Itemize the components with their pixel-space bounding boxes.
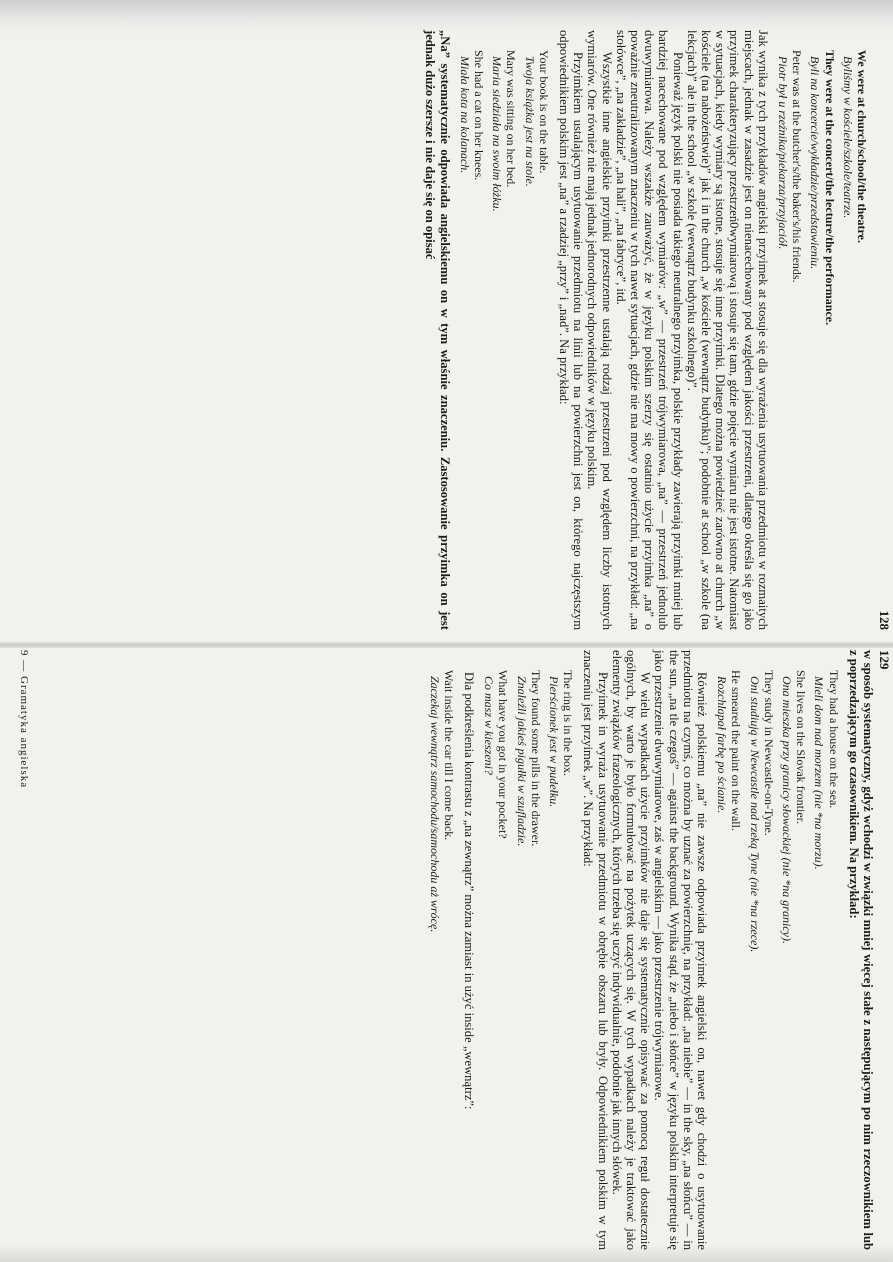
page-footer: 9 — Gramatyka angielska — [18, 650, 31, 789]
example-english: They found some pills in the drawer. — [528, 670, 543, 847]
scan-top-edge — [0, 0, 893, 34]
example-english: Your book is on the table. — [536, 50, 551, 174]
example-english: They study in Newcastle-on-Tyne. — [761, 670, 776, 836]
example-english: They had a house on the sea. — [826, 670, 841, 809]
page-129 — [18, 650, 892, 1250]
example-polish: Rozchlapał farbę po ścianie. — [715, 676, 730, 814]
paragraph: Dla podkreślenia kontrastu z „na zewnątrz” można zamiast in użyć inside „wewnątrz”: — [461, 672, 476, 1110]
example-block — [458, 30, 551, 630]
paragraph: w sposób systematyczny, gdyż wchodzi w związki mniej więcej stałe z następującym po nim rzeczownikiem lub z poprzedzającym go czasownikiem. Na przykład: — [846, 650, 875, 1250]
example-polish: Twoja książka jest na stole. — [522, 56, 537, 187]
paragraph: Przyimkiem ustalającym usytuowanie przedmiotu na linii lub na powierzchni jest on, którego najczęstszym odpowiednikiem polskim jest „na” a rzadziej „przy” i „nad”. Na przykład: — [556, 30, 586, 630]
paragraph: W wielu wypadkach użycie przyimków nie daje się systematycznie opisywać za pomocą reguł dostatecznie ogólnych, by warto je było formułować na pożytek uczących się. W tych wypadkach należy je traktować jako elementy związków frazeologicznych, których trzeba się uczyć indywidualnie, podobnie jak innych słówek. — [609, 650, 653, 1250]
example-polish: Maria siedziała na swoim łóżku. — [490, 56, 505, 212]
paragraph: Jak wynika z tych przykładów angielski przyimek at stosuje się dla wyrażenia usytuowania przedmiotu w rozmaitych miejscach, jednak w zasadzie jest on nienacechowany pod względem jakości przestrzeni, dlatego określa się go jako przyimek charakteryzujący przestrzeń0wymiarową i stosuje się tam, gdzie pojęcie wymiaru nie jest istotne. Natomiast w sytuacjach, kiedy wymiary są istotne, stosuje się inne przyimki. Dlatego można powiedzieć zarówno at church „w kościele (na nabożeństwie)” jak i in the church „w kościele (wewnątrz budynku)”; podobnie at school „w szkole (na lekcjach)” ale in the school „w szkole (wewnątrz budynku szkolnego)”. — [684, 30, 770, 630]
page-number: 129 — [877, 650, 892, 670]
page-number: 128 — [877, 610, 892, 630]
paragraph: Wszystkie inne angielskie przyimki przestrzenne ustalają rodzaj przestrzeni pod względem liczby istotnych wymiarów. One również nie mają jednak jednorodnych odpowiedników w języku polskim. — [585, 30, 614, 630]
example-polish: Ona mieszka przy granicy słowackiej (nie *na granicy). — [779, 676, 794, 944]
example-english: He smeared the paint on the wall. — [729, 670, 744, 831]
example-block — [482, 650, 575, 1250]
example-polish: Zaczekaj wewnątrz samochodu/samochodu aż wrócę. — [427, 676, 442, 933]
example-english: Wait inside the car till I come back. — [441, 670, 456, 841]
example-english: The ring is in the box. — [561, 670, 576, 776]
example-polish: Znaleźli jakieś pigułki w szufladzie. — [514, 676, 529, 847]
example-polish: Pierścionek jest w pudełku. — [546, 676, 561, 808]
example-block — [715, 650, 841, 1250]
example-english: Mary was sitting on her bed. — [504, 50, 519, 188]
paragraph: Ponieważ język polski nie posiada takiego neutralnego przyimka, polskie przykłady zawierają przyimki mniej lub bardziej nacechowane pod względem wymiarów: „w” — przestrzeń trójwymiarowa, „na” — przestrzeń jednolub dwuwymiarowa. Należy wszakże zauważyć, że w języku polskim szerzy się ostatnio użycie przyimka „na” o poważnie zneutralizowanym znaczeniu w tych nawet sytuacjach, gdzie nie ma mowy o powierzchni, na przykład: „na stołówce”, „na zakładzie”, „na hali”, „na fabryce”, itd. — [613, 30, 685, 630]
paragraph: Również polskiemu „na” nie zawsze odpowiada przyimek angielski on, nawet gdy chodzi o usytuowanie przedmiotu na czymś, co można by uznać za powierzchnię, na przykład: „na niebie” — in the sky, „na słońcu” — in the sun, „na tle czegoś” — against the background. Wynika stąd, że „niebo i słońce” w języku polskim interpretuje się jako przestrzenie dwuwymiarowe, zaś w angielskim — jako przestrzenie trójwymiarowe. — [652, 650, 709, 1250]
paragraph: Przyimek in wyraża usytuowanie przedmiotu w obrębie obszaru lub bryły. Odpowiednikiem polskim w tym znaczeniu jest przyimek „w”. Na przykład: — [581, 650, 610, 1250]
example-english: They were at the concert/the lecture/the performance. — [822, 50, 837, 326]
example-polish: Piotr był u rzeźnika/piekarza/przyjaciół. — [775, 56, 790, 250]
example-polish: Byliśmy w kościele/szkole/teatrze. — [840, 56, 855, 219]
book-gutter — [0, 642, 893, 648]
paragraph: „Na” systematycznie odpowiada angielskiemu on w tym właśnie znaczeniu. Zastosowanie przyimka on jest jednak dużo szersze i nie daje się on opisać — [423, 30, 452, 630]
example-english: Peter was at the butcher's/the baker's/his friends. — [790, 50, 805, 283]
example-polish: Mieli dom nad morzem (nie *na morzu). — [812, 676, 827, 870]
example-block — [427, 650, 455, 1250]
example-english: We were at church/school/the theatre. — [855, 50, 869, 243]
example-english: She had a cat on her knees. — [471, 50, 486, 181]
example-polish: Co masz w kieszeni? — [482, 676, 497, 775]
example-english: What have you got in your pocket? — [496, 670, 511, 839]
example-block — [776, 30, 869, 630]
example-polish: Byli na koncercie/wykładzie/przedstawieniu. — [808, 56, 823, 270]
example-english: She lives on the Slovak frontier. — [794, 670, 809, 824]
example-polish: Oni studiują w Newcastle nad rzeką Tyne (nie *na rzece). — [747, 676, 762, 953]
example-polish: Miała kota na kolanach. — [457, 56, 472, 174]
page-128 — [35, 30, 892, 630]
